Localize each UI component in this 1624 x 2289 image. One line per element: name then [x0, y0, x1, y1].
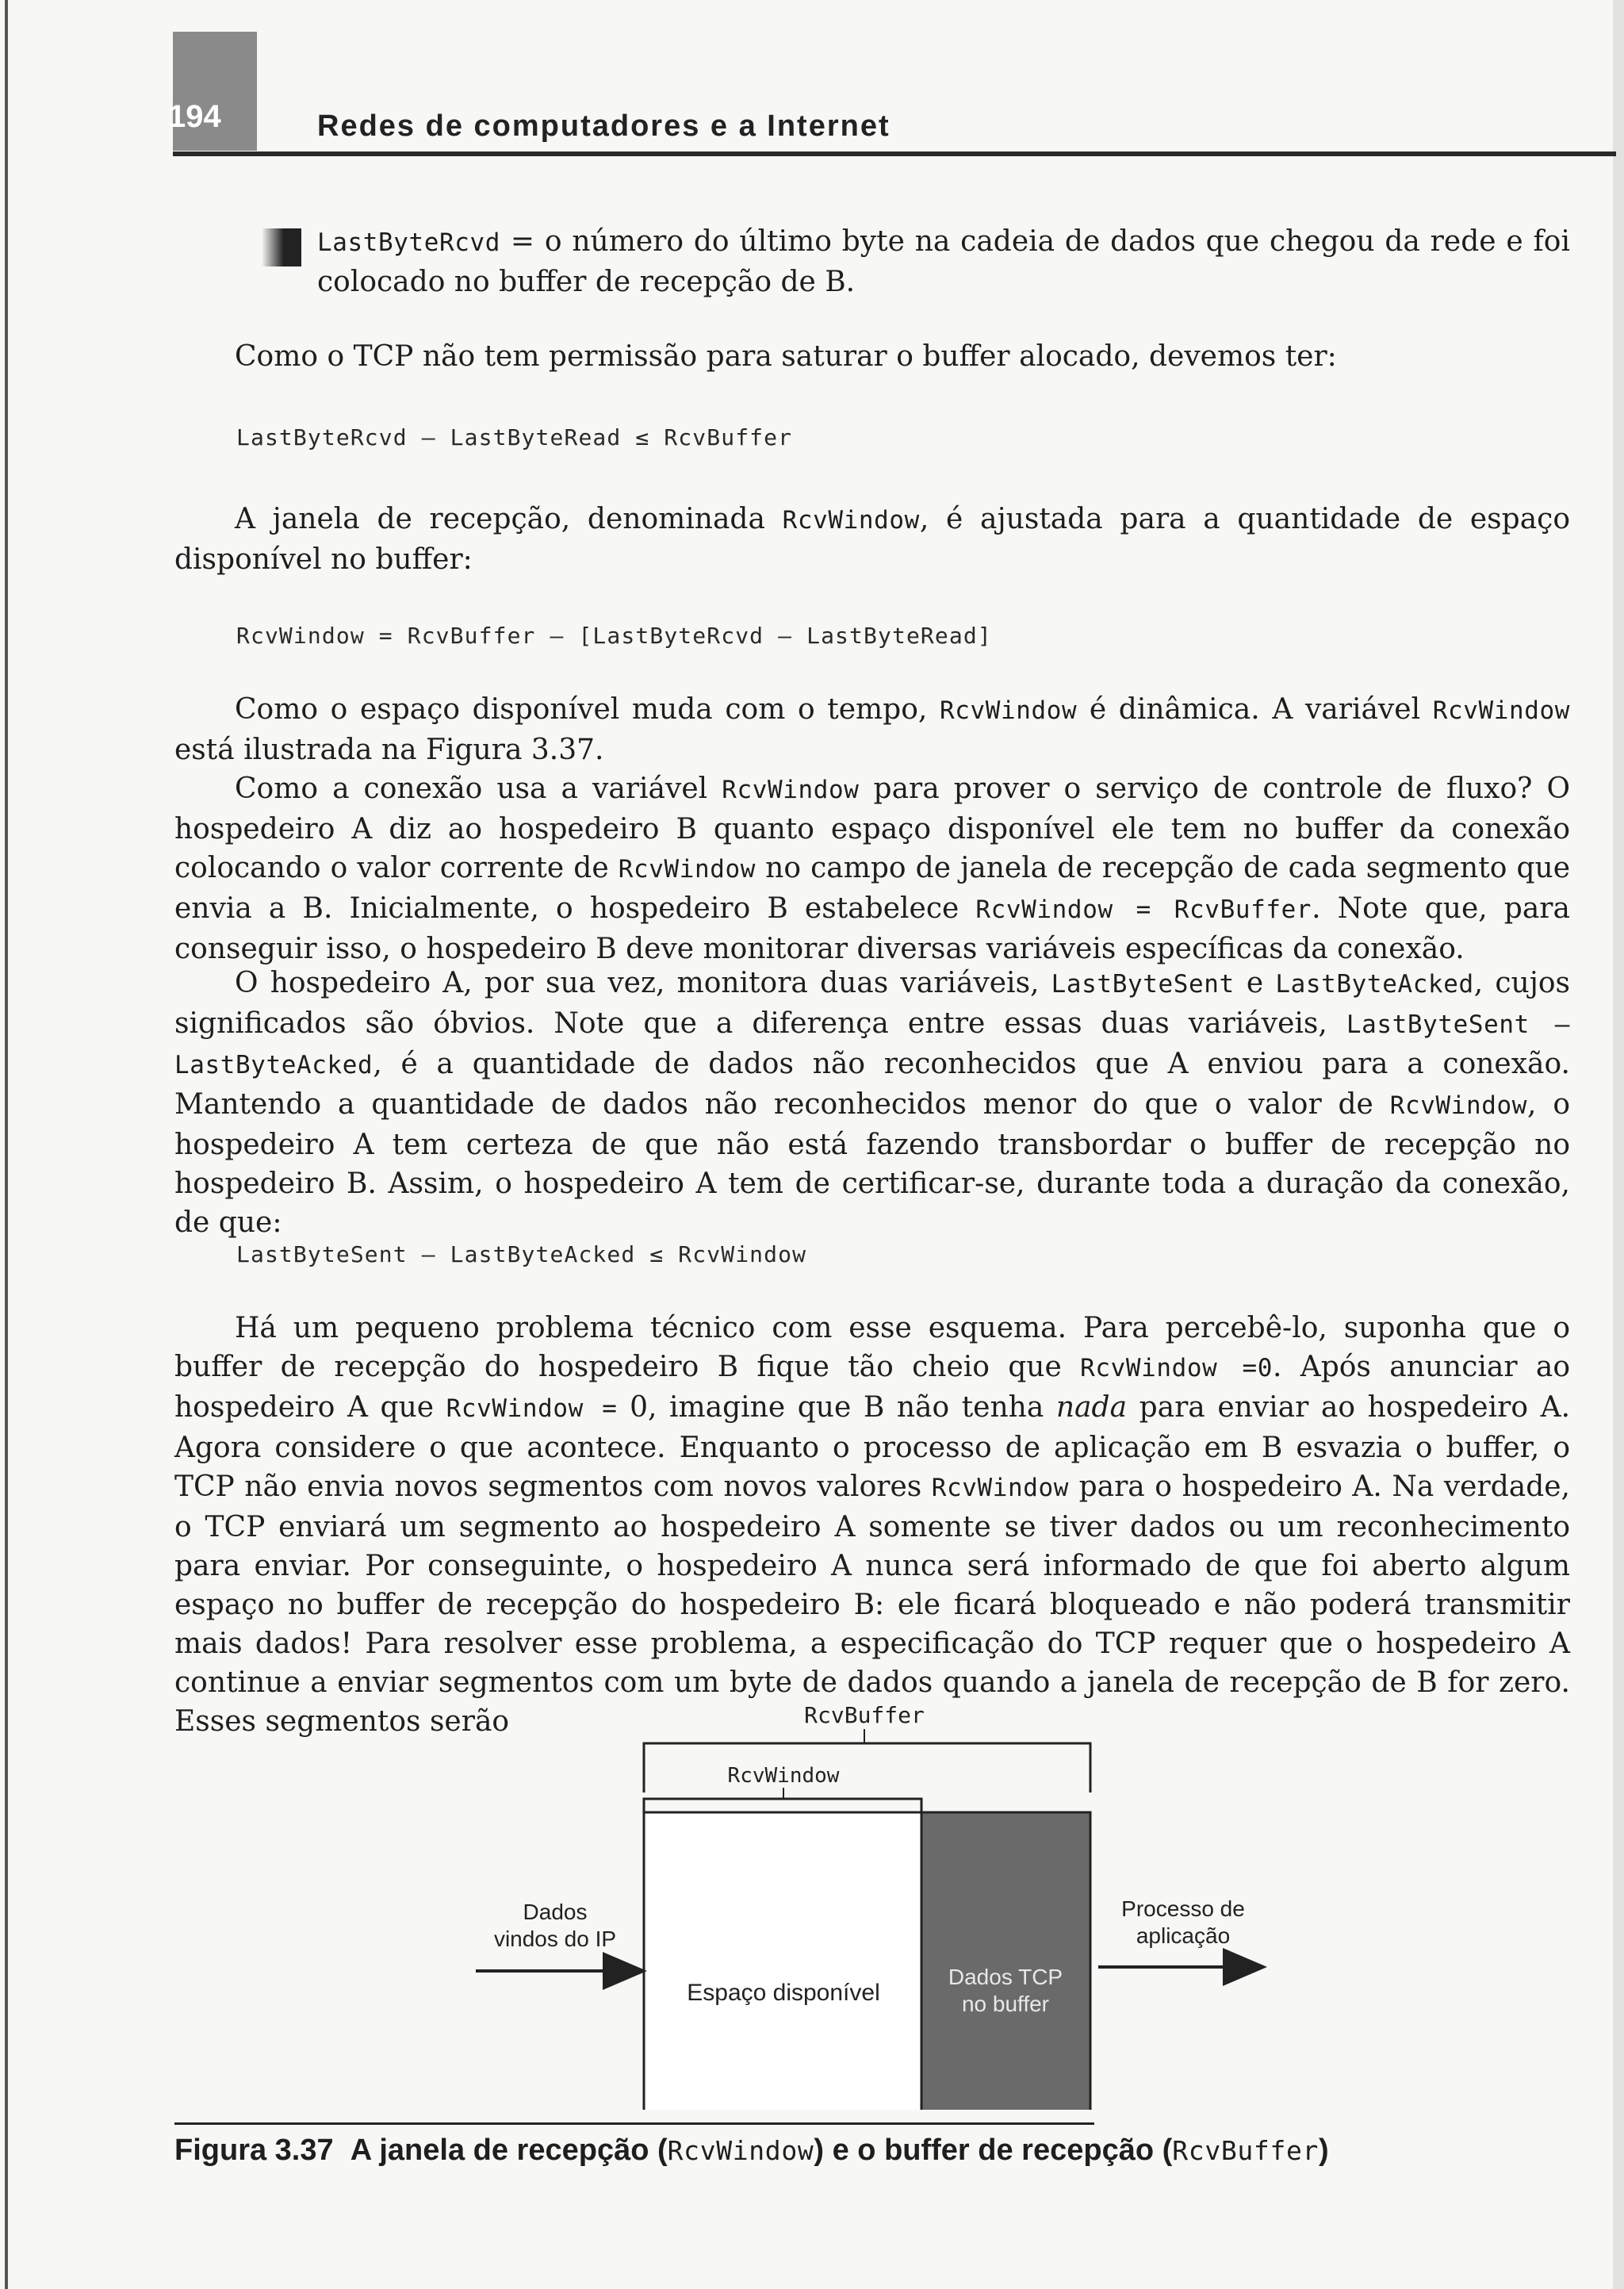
buffered-data-region	[921, 1812, 1090, 2110]
header-rule	[173, 151, 1616, 156]
buffered-data-label-line1: Dados TCP	[948, 1965, 1063, 1989]
paragraph-5	[174, 769, 1570, 968]
text-run: Como o espaço disponível muda com o tempo,	[235, 693, 940, 726]
paragraph-2: Como o TCP não tem permissão para saturar o buffer alocado, devemos ter:	[235, 340, 1337, 373]
text-run: = o número do último byte na cadeia de dados que chegou da rede e foi colocado no buffer de recepção de B.	[317, 225, 1570, 298]
text-run: Como a conexão usa a variável	[235, 773, 722, 805]
code-term: RcvWindow	[722, 776, 860, 804]
code-term: RcvWindow =	[446, 1394, 618, 1423]
code-term: RcvBuffer	[1172, 2135, 1320, 2166]
code-term: LastByteRcvd	[317, 228, 501, 257]
caption-label: Figura 3.37	[174, 2134, 334, 2167]
text-run: para o hospedeiro A. Na verdade, o TCP enviará um segmento ao hospedeiro A somente se tiver dados ou um reconhecimento para enviar. Por conseguinte, o hospedeiro A nunca será informado de que foi aberto algum espaço no buffer de recepção do hospedeiro B: ele ficará bloqueado e não poderá transmitir mais dados! Para resolver esse problema, a especificação do TCP requer que o hospedeiro A continue a enviar segmentos com um byte de dados quando a janela de recepção de B for zero. Esses segmentos serão	[174, 1470, 1570, 1738]
incoming-label-line2: vindos do IP	[493, 1927, 617, 1951]
free-space-label: Espaço disponível	[687, 1980, 880, 2006]
text-run: , é a quantidade de dados não reconhecidos que A enviou para a conexão. Mantendo a quantidade de dados não reconhecidos menor do que o valor de	[174, 1048, 1570, 1121]
buffered-data-label-line2: no buffer	[961, 1992, 1050, 2016]
equation-2: RcvWindow = RcvBuffer – [LastByteRcvd – LastByteRead]	[236, 623, 992, 649]
rcvbuffer-label: RcvBuffer	[804, 1702, 925, 1728]
code-term: RcvWindow =0	[1080, 1354, 1273, 1382]
text-run: para prover o serviço de controle de fluxo? O hospedeiro A diz ao hospedeiro B quanto espaço disponível ele tem no buffer da conexão colocando o valor corrente de	[174, 773, 1570, 884]
text-run: )	[1319, 2134, 1329, 2167]
application-label-line2: aplicação	[1136, 1923, 1231, 1948]
code-term: LastByteSent	[1051, 970, 1235, 999]
free-space-region	[644, 1812, 921, 2110]
text-run: ) e o buffer de recepção (	[814, 2134, 1173, 2167]
code-term: RcvWindow	[667, 2135, 814, 2166]
paragraph-6	[174, 964, 1570, 1242]
text-run: no campo de janela de recepção de cada segmento que envia a B. Inicialmente, o hospedeiro B estabelece	[174, 852, 1571, 925]
text-run: O hospedeiro A, por sua vez, monitora duas variáveis,	[235, 967, 1051, 999]
text-run: , é ajustada para a quantidade de espaço disponível no buffer:	[174, 503, 1570, 576]
emphasis: nada	[1055, 1391, 1128, 1424]
receive-buffer-diagram	[0, 1697, 1624, 2110]
text-run: A janela de recepção, denominada	[235, 503, 783, 535]
code-term: RcvWindow	[1432, 696, 1570, 725]
text-run: A janela de recepção (	[350, 2134, 668, 2167]
rcvwindow-label: RcvWindow	[727, 1764, 840, 1788]
paragraph-4	[174, 690, 1570, 769]
text-run: Há um pequeno problema técnico com esse esquema. Para percebê-lo, suponha que o buffer de recepção do hospedeiro B fique tão cheio que	[174, 1312, 1570, 1383]
text-run: . Note que, para conseguir isso, o hospedeiro B deve monitorar diversas variáveis específicas da conexão.	[174, 892, 1570, 965]
text-run: . Após anunciar ao hospedeiro A que	[174, 1351, 1570, 1424]
text-run: e	[1234, 967, 1276, 999]
paragraph-definition	[317, 222, 1570, 301]
equation-1: LastByteRcvd – LastByteRead ≤ RcvBuffer	[236, 424, 793, 451]
paragraph-3	[174, 500, 1570, 579]
application-label-line1: Processo de	[1121, 1896, 1245, 1921]
equation-3: LastByteSent – LastByteAcked ≤ RcvWindow	[236, 1241, 807, 1267]
code-term: LastByteSent – LastByteAcked	[174, 1010, 1570, 1079]
incoming-label-line1: Dados	[523, 1900, 588, 1924]
running-head: Redes de computadores e a Internet	[317, 109, 891, 143]
code-term: RcvWindow	[1389, 1091, 1528, 1120]
figure-3-37	[0, 1697, 1624, 2110]
paragraph-7	[174, 1309, 1570, 1741]
text-run: 0, imagine que B não tenha	[617, 1391, 1056, 1424]
text-run: está ilustrada na Figura 3.37.	[174, 734, 604, 766]
code-term: LastByteAcked	[1275, 970, 1474, 999]
code-term: RcvWindow	[618, 855, 756, 884]
code-term: RcvWindow	[939, 696, 1078, 725]
text-run: , cujos significados são óbvios. Note que a diferença entre essas duas variáveis,	[174, 967, 1571, 1040]
definition-marker	[262, 228, 301, 266]
code-term: RcvWindow	[931, 1474, 1070, 1502]
code-term: RcvWindow = RcvBuffer	[975, 895, 1312, 924]
rcvbuffer-bracket	[644, 1743, 1090, 1792]
caption-rule	[174, 2122, 1094, 2125]
figure-caption	[174, 2134, 1329, 2168]
code-term: RcvWindow	[782, 506, 920, 535]
page-number: 194	[168, 99, 221, 134]
text-run: é dinâmica. A variável	[1077, 693, 1433, 726]
text-run: , o hospedeiro A tem certeza de que não está fazendo transbordar o buffer de recepção no hospedeiro B. Assim, o hospedeiro A tem de certificar-se, durante toda a duração da conexão, de que:	[174, 1088, 1571, 1239]
text-run: para enviar ao hospedeiro A. Agora considere o que acontece. Enquanto o processo de aplicação em B esvazia o buffer, o TCP não envia novos segmentos com novos valores	[174, 1391, 1571, 1503]
